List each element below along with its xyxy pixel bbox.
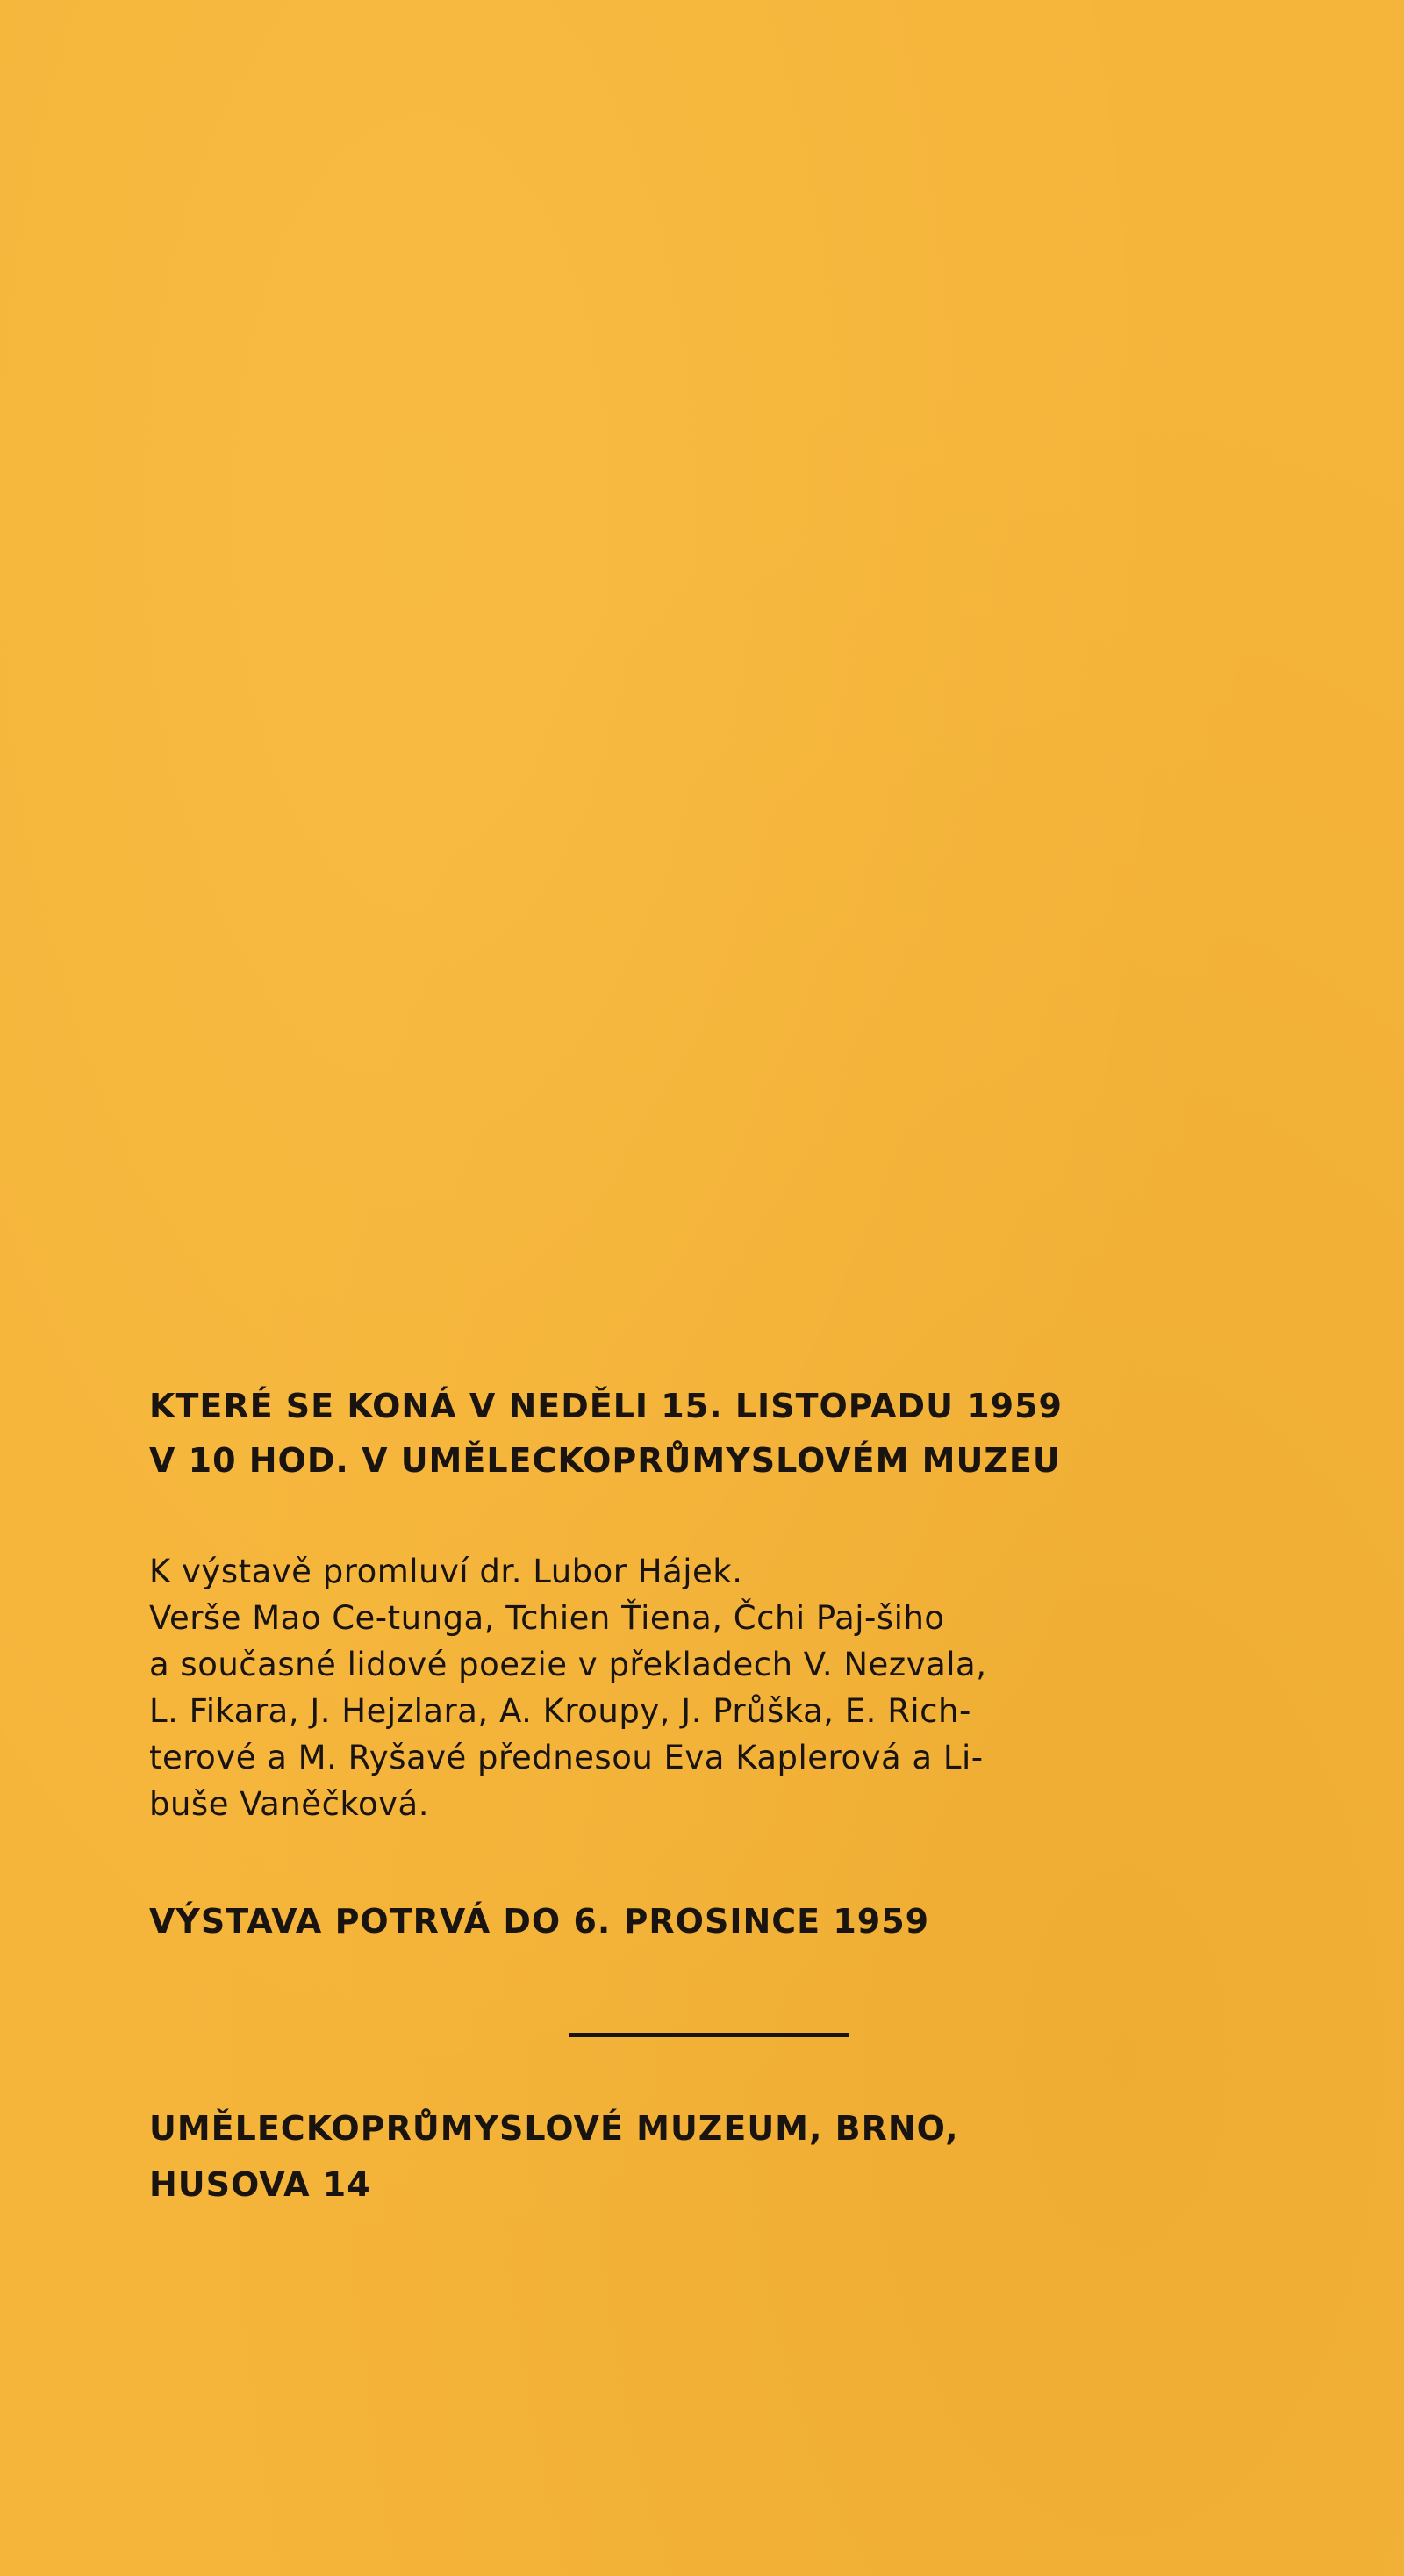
program-paragraph (149, 1548, 1290, 1827)
program-line: L. Fikara, J. Hejzlara, A. Kroupy, J. Průška, E. Rich- (149, 1692, 971, 1730)
program-line: a současné lidové poezie v překladech V. Nezvala, (149, 1646, 987, 1683)
museum-street-line: HUSOVA 14 (149, 2165, 371, 2204)
museum-address-line: UMĚLECKOPRŮMYSLOVÉ MUZEUM, BRNO, (149, 2109, 959, 2148)
program-line: Verše Mao Ce-tunga, Tchien Ťiena, Čchi Paj-šiho (149, 1599, 945, 1637)
program-line: terové a M. Ryšavé přednesou Eva Kaplerová a Li- (149, 1739, 984, 1776)
exhibition-duration: VÝSTAVA POTRVÁ DO 6. PROSINCE 1959 (149, 1902, 930, 1941)
divider-rule (569, 2033, 849, 2037)
program-line: buše Vaněčková. (149, 1785, 429, 1823)
event-date-line: KTERÉ SE KONÁ V NEDĚLI 15. LISTOPADU 1959 (149, 1387, 1063, 1425)
event-venue-line: V 10 HOD. V UMĚLECKOPRŮMYSLOVÉM MUZEU (149, 1441, 1061, 1480)
program-line: K výstavě promluví dr. Lubor Hájek. (149, 1553, 743, 1590)
